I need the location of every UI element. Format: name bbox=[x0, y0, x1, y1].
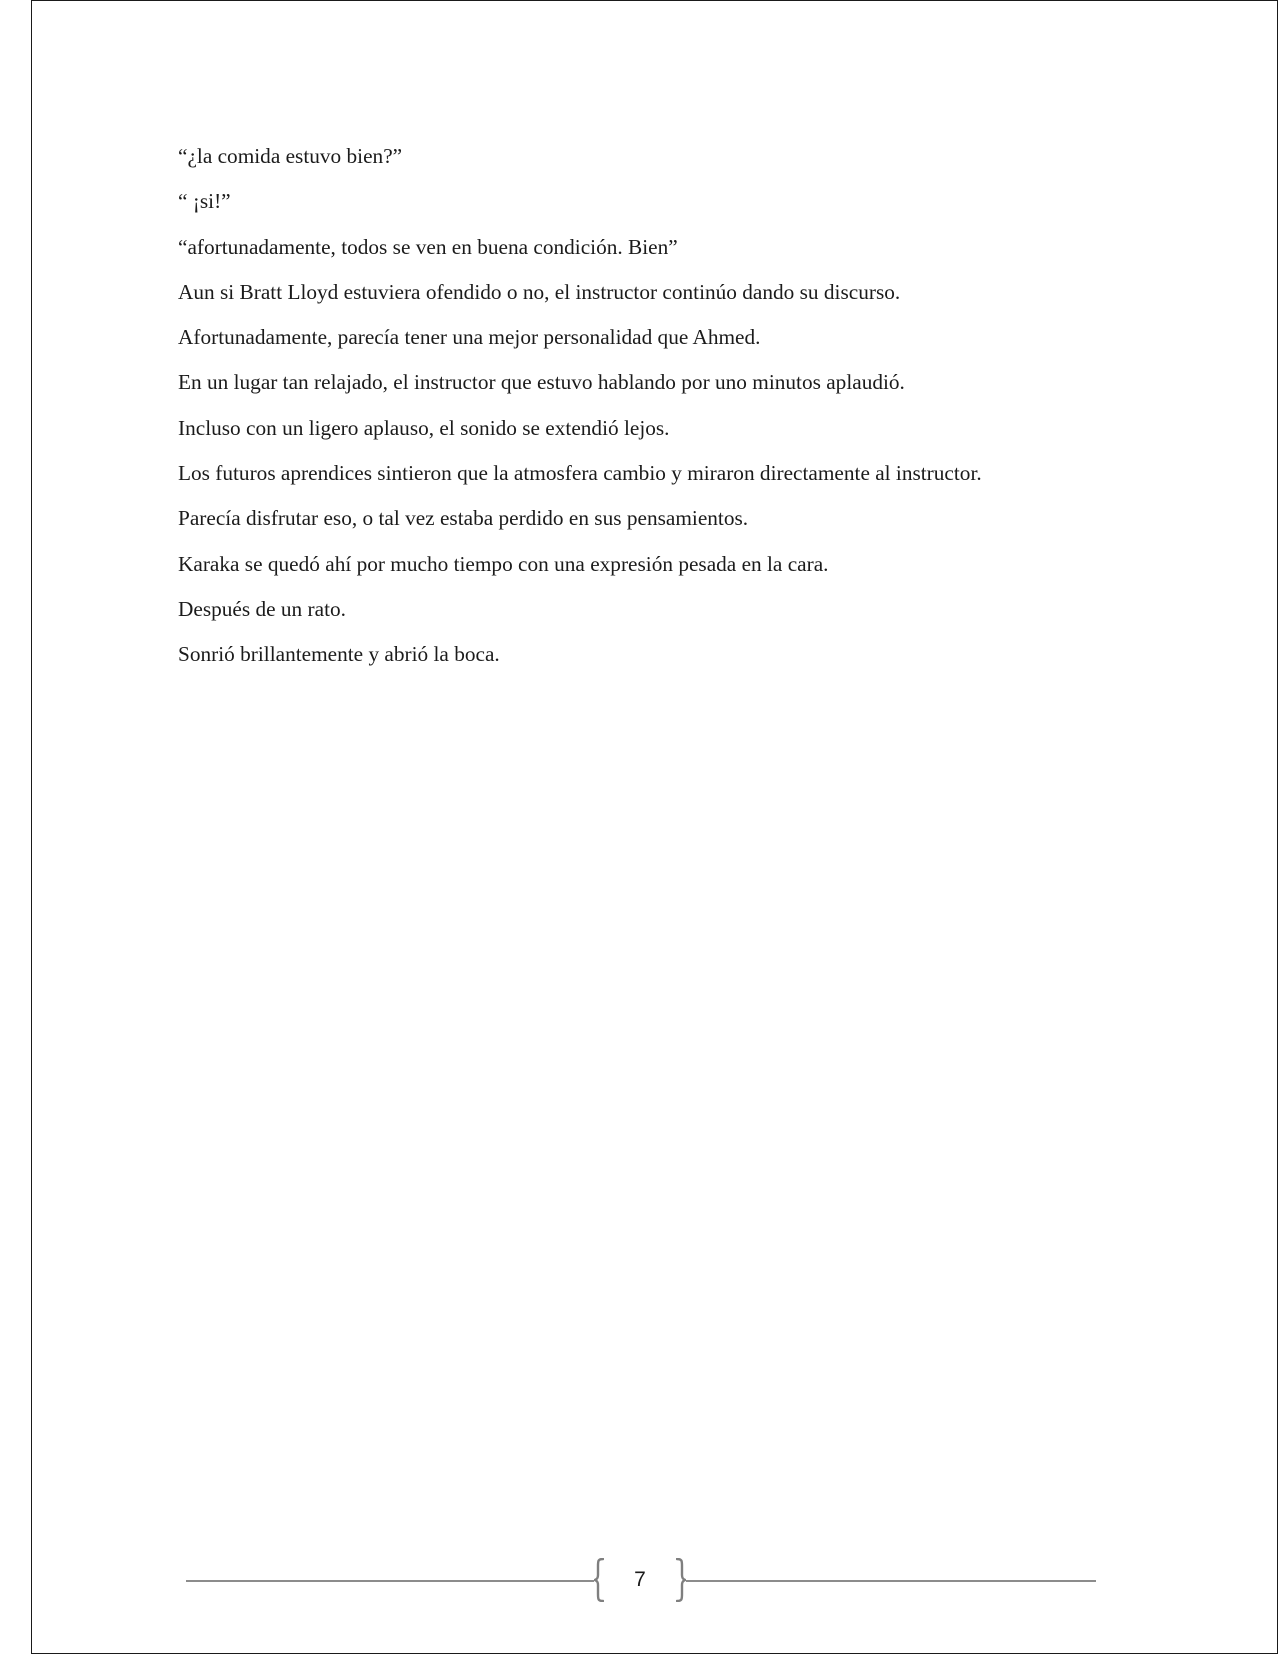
right-bracket-icon bbox=[676, 1558, 686, 1602]
paragraph: Afortunadamente, parecía tener una mejor personalidad que Ahmed. bbox=[178, 325, 761, 350]
paragraph: Aun si Bratt Lloyd estuviera ofendido o no, el instructor continúo dando su discurso. bbox=[178, 279, 901, 304]
footer-rule-right bbox=[686, 1580, 1096, 1582]
page-number: 7 bbox=[634, 1568, 646, 1591]
left-bracket-icon bbox=[594, 1558, 604, 1602]
footer-rule-left bbox=[186, 1580, 594, 1582]
paragraph: Sonrió brillantemente y abrió la boca. bbox=[178, 642, 500, 667]
paragraph: Parecía disfrutar eso, o tal vez estaba perdido en sus pensamientos. bbox=[178, 506, 749, 531]
page-footer bbox=[0, 1556, 1280, 1606]
paragraph: “afortunadamente, todos se ven en buena condición. Bien” bbox=[178, 234, 678, 259]
paragraph: Karaka se quedó ahí por mucho tiempo con una expresión pesada en la cara. bbox=[178, 551, 829, 576]
document-body bbox=[178, 143, 1138, 687]
paragraph: Después de un rato. bbox=[178, 596, 346, 621]
paragraph: En un lugar tan relajado, el instructor que estuvo hablando por uno minutos aplaudió. bbox=[178, 370, 905, 395]
paragraph: “¿la comida estuvo bien?” bbox=[178, 144, 403, 168]
paragraph: Incluso con un ligero aplauso, el sonido se extendió lejos. bbox=[178, 415, 670, 440]
paragraph: Los futuros aprendices sintieron que la atmosfera cambio y miraron directamente al instructor. bbox=[178, 461, 982, 486]
paragraph: “ ¡si!” bbox=[178, 189, 231, 214]
